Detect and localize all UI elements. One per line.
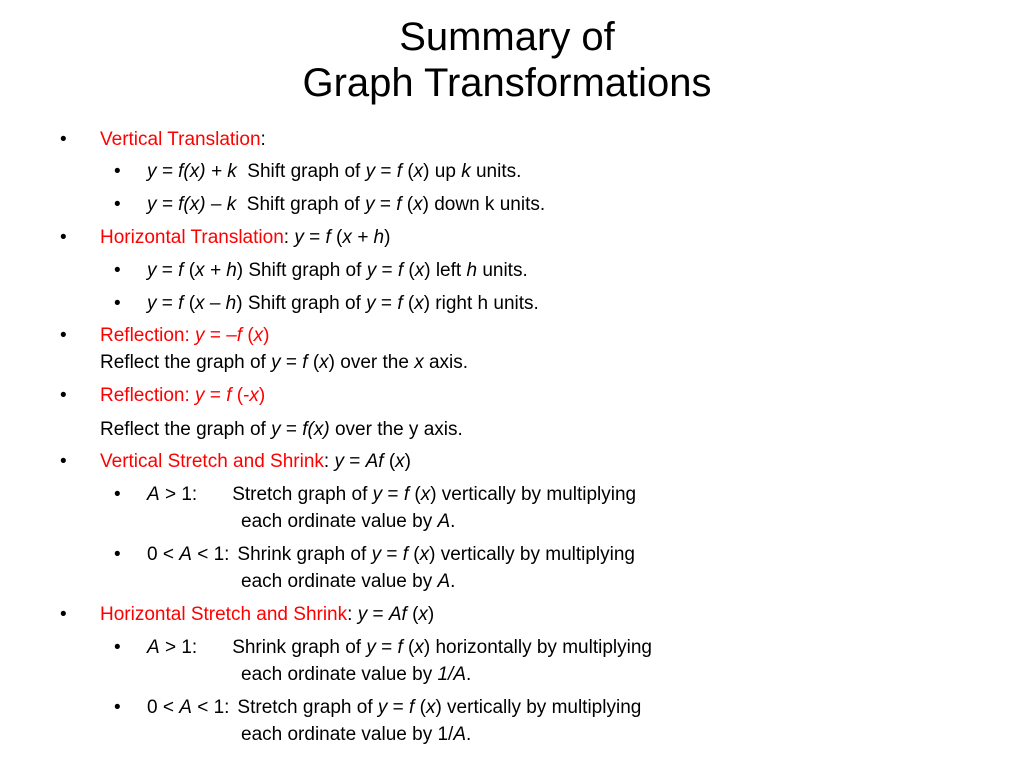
reflection-x-description: Reflect the graph of y = f (x) over the x axis. (100, 352, 469, 373)
section-horizontal-translation: Horizontal Translation: y = f (x + h) (100, 227, 391, 248)
section-vertical-stretch: Vertical Stretch and Shrink: y = Af (x) (100, 451, 411, 472)
reflection-y-description: Reflect the graph of y = f(x) over the y axis. (100, 419, 463, 440)
section-label: Horizontal Translation (100, 227, 284, 248)
bullet: • (60, 604, 67, 625)
item-horizontal-shrink: A > 1: Shrink graph of y = f (x) horizontally by multiplying (147, 637, 652, 658)
section-reflection-x: Reflection: y = –f (x) (100, 325, 270, 346)
item-vertical-shrink: 0 < A < 1: Shrink graph of y = f (x) vertically by multiplying (147, 544, 636, 565)
sub-bullet: • (114, 293, 121, 314)
bullet: • (60, 325, 67, 346)
item-horizontal-stretch-cont: each ordinate value by 1/A. (241, 724, 472, 745)
section-reflection-y: Reflection: y = f (-x) (100, 385, 266, 406)
item-horizontal-right: y = f (x – h) Shift graph of y = f (x) right h units. (147, 293, 539, 314)
bullet: • (60, 227, 67, 248)
title-line-1: Summary of (399, 15, 615, 59)
bullet: • (60, 385, 67, 406)
sub-bullet: • (114, 161, 121, 182)
section-label: Reflection: (100, 385, 196, 406)
sub-bullet: • (114, 697, 121, 718)
item-vertical-stretch: A > 1: Stretch graph of y = f (x) vertically by multiplying (147, 484, 637, 505)
bullet: • (60, 451, 67, 472)
sub-bullet: • (114, 544, 121, 565)
section-label: Horizontal Stretch and Shrink (100, 604, 348, 625)
item-vertical-down: y = f(x) – k Shift graph of y = f (x) down k units. (147, 194, 546, 215)
item-horizontal-shrink-cont: each ordinate value by 1/A. (241, 664, 472, 685)
title-line-2: Graph Transformations (302, 61, 712, 105)
section-horizontal-stretch: Horizontal Stretch and Shrink: y = Af (x) (100, 604, 435, 625)
sub-bullet: • (114, 637, 121, 658)
sub-bullet: • (114, 260, 121, 281)
slide-title (0, 14, 1014, 106)
item-horizontal-left: y = f (x + h) Shift graph of y = f (x) left h units. (147, 260, 528, 281)
sub-bullet: • (114, 194, 121, 215)
item-vertical-up: y = f(x) + k Shift graph of y = f (x) up k units. (147, 161, 522, 182)
bullet: • (60, 129, 67, 150)
section-label: Vertical Stretch and Shrink (100, 451, 324, 472)
item-vertical-shrink-cont: each ordinate value by A. (241, 571, 456, 592)
section-label: Reflection: (100, 325, 196, 346)
item-vertical-stretch-cont: each ordinate value by A. (241, 511, 456, 532)
section-label: Vertical Translation (100, 129, 261, 150)
section-vertical-translation: Vertical Translation: (100, 129, 266, 150)
item-horizontal-stretch: 0 < A < 1: Stretch graph of y = f (x) vertically by multiplying (147, 697, 642, 718)
sub-bullet: • (114, 484, 121, 505)
